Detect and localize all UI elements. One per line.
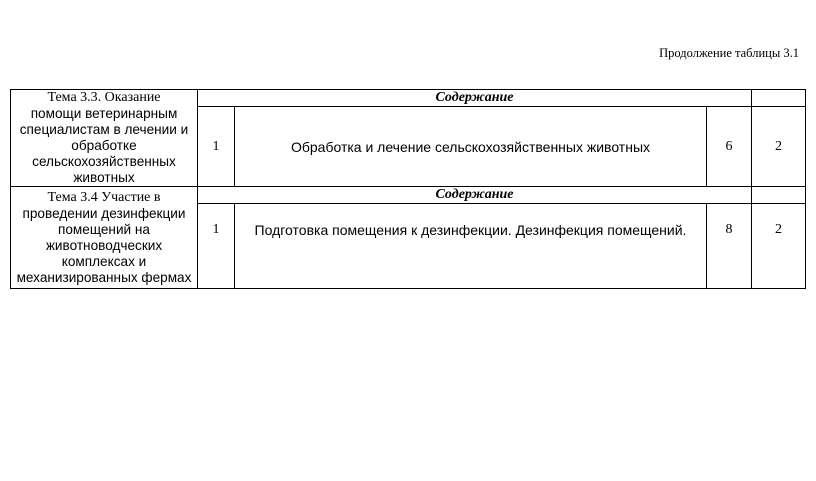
topic-title: Тема 3.4 Участие в (47, 189, 161, 205)
empty-cell (752, 90, 806, 107)
topic-description: проведении дезинфекции помещений на животноводческих комплексах и механизированных фермах (16, 205, 192, 285)
empty-cell (752, 187, 806, 204)
item-number: 1 (198, 107, 235, 187)
topic-cell (11, 187, 198, 289)
section-header: Содержание (198, 187, 752, 204)
item-level: 2 (752, 107, 806, 187)
item-level: 2 (752, 204, 806, 289)
table-row (11, 187, 806, 204)
item-content: Подготовка помещения к дезинфекции. Дезинфекция помещений. (235, 204, 707, 289)
item-hours: 6 (707, 107, 752, 187)
item-content: Обработка и лечение сельскохозяйственных животных (235, 107, 707, 187)
topic-title: Тема 3.3. Оказание (47, 90, 161, 105)
item-number: 1 (198, 204, 235, 289)
section-header: Содержание (198, 90, 752, 107)
topic-cell (11, 90, 198, 187)
topic-description: помощи ветеринарным специалистам в лечении и обработке сельскохозяйственных животных (19, 106, 189, 185)
curriculum-table (10, 89, 806, 289)
table-row (11, 90, 806, 107)
item-hours: 8 (707, 204, 752, 289)
table-continuation-caption: Продолжение таблицы 3.1 (659, 46, 799, 60)
